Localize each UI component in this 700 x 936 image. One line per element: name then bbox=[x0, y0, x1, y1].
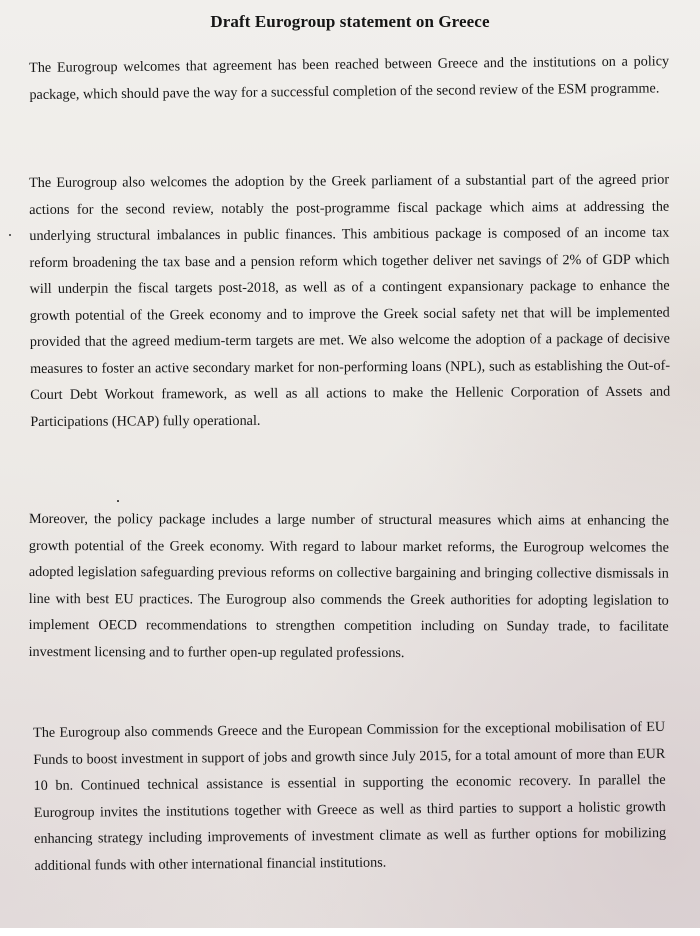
paragraph-eu-funds: The Eurogroup also commends Greece and the European Commission for the exceptional mobilisation of EU Funds to boost investment in support of jobs and growth since July 2015, for a total amount of more than EUR 10 bn. Continued technical assistance is essential in supporting the economic recovery. In parallel the Eurogroup invites the institutions together with Greece as well as third parties to support a holistic growth enhancing strategy including improvements of investment climate as well as further options for mobilizing additional funds with other international financial institutions. bbox=[33, 718, 667, 874]
scan-speck bbox=[9, 234, 11, 236]
paragraph-prior-actions: The Eurogroup also welcomes the adoption by the Greek parliament of a substantial part of the agreed prior actions for the second review, notably the post-programme fiscal package which aims at addressing the underlying structural imbalances in public finances. This ambitious package is composed of an income tax reform broadening the tax base and a pension reform which together deliver net savings of 2% of GDP which will underpin the fiscal targets post-2018, as well as of a contingent expansionary package to enhance the growth potential of the Greek economy and to improve the Greek social safety net that will be implemented provided that the agreed medium-term targets are met. We also welcome the adoption of a package of decisive measures to foster an active secondary market for non-performing loans (NPL), such as establishing the Out-of-Court Debt Workout framework, as well as all actions to make the Hellenic Corporation of Assets and Participations (HCAP) fully operational. bbox=[29, 171, 671, 430]
document-title: Draft Eurogroup statement on Greece bbox=[210, 12, 490, 31]
paragraph-agreement: The Eurogroup welcomes that agreement has been reached between Greece and the institutions on a policy package, which should pave the way for a successful completion of the second review of the ESM programme. bbox=[29, 53, 670, 103]
paragraph-structural-measures: Moreover, the policy package includes a large number of structural measures which aims at enhancing the growth potential of the Greek economy. With regard to labour market reforms, the Eurogroup welcomes the adopted legislation safeguarding previous reforms on collective bargaining and bringing collective dismissals in line with best EU practices. The Eurogroup also commends the Greek authorities for adopting legislation to implement OECD recommendations to strengthen competition including on Sunday trade, to facilitate investment licensing and to further open-up regulated professions. bbox=[28, 510, 669, 661]
scan-speck bbox=[117, 500, 119, 502]
